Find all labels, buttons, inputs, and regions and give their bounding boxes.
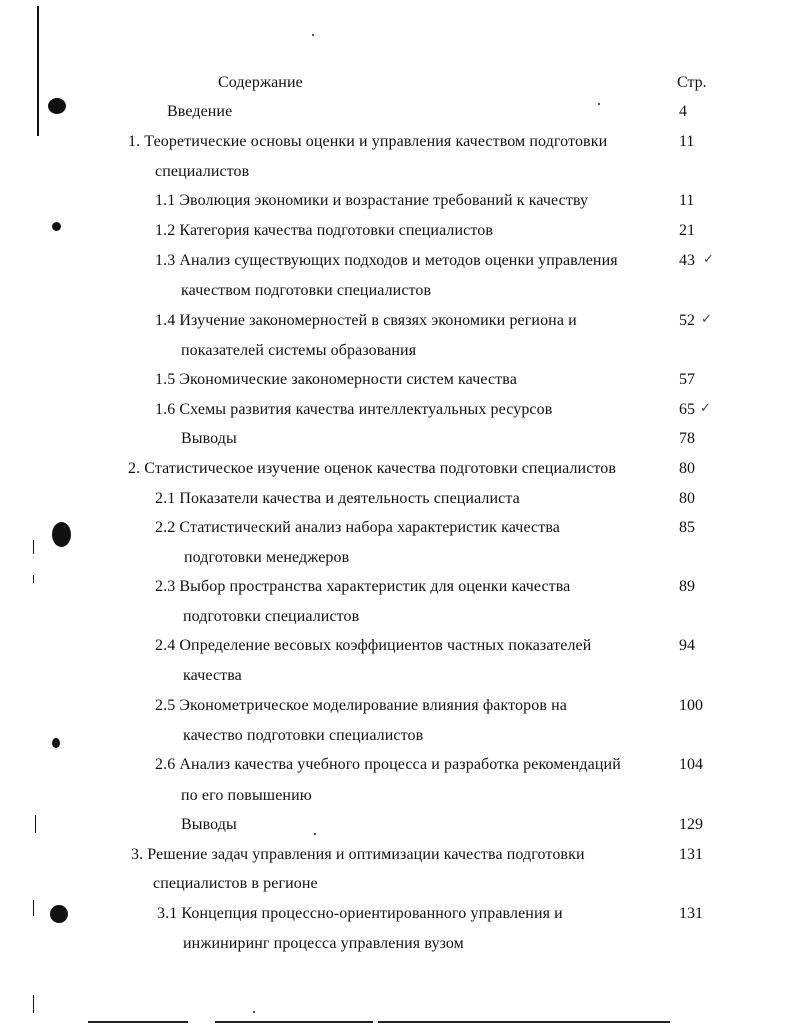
toc-conclusions-1: Выводы (181, 430, 237, 447)
toc-conclusions-2: Выводы (181, 816, 237, 833)
toc-chapter-1: 1. Теоретические основы оценки и управления качеством подготовки (128, 133, 608, 150)
toc-section-1-3-cont: качеством подготовки специалистов (181, 282, 432, 299)
toc-section-3-1: 3.1 Концепция процессно-ориентированного управления и (157, 905, 563, 922)
toc-page-number: 129 (679, 816, 703, 833)
toc-page-number: 80 (679, 490, 695, 507)
toc-section-2-1: 2.1 Показатели качества и деятельность специалиста (155, 490, 520, 507)
scan-margin-mark (33, 900, 34, 916)
handwritten-check-mark: ✓ (700, 401, 711, 416)
scan-bottom-edge (215, 1021, 373, 1023)
toc-page-number: 43 (679, 252, 695, 269)
toc-page-number: 100 (679, 697, 703, 714)
toc-section-2-5: 2.5 Эконометрическое моделирование влияния факторов на (155, 697, 567, 714)
toc-chapter-2: 2. Статистическое изучение оценок качества подготовки специалистов (128, 460, 617, 477)
punch-hole-mark (50, 905, 68, 923)
scan-margin-mark (33, 540, 34, 554)
scan-margin-mark (35, 815, 36, 833)
toc-entry-intro: Введение (167, 103, 233, 120)
toc-page-number: 80 (679, 460, 695, 477)
scan-margin-mark (33, 995, 34, 1013)
scan-margin-line (37, 6, 39, 136)
toc-section-1-4: 1.4 Изучение закономерностей в связях экономики региона и (155, 312, 577, 329)
toc-section-1-3: 1.3 Анализ существующих подходов и методов оценки управления (155, 252, 618, 269)
scan-bottom-edge (88, 1021, 188, 1023)
toc-chapter-3-cont: специалистов в регионе (153, 875, 318, 892)
toc-section-2-2-cont: подготовки менеджеров (184, 549, 350, 566)
toc-page-number: 57 (679, 371, 695, 388)
toc-section-2-6: 2.6 Анализ качества учебного процесса и разработка рекомендаций (155, 756, 621, 773)
page-column-header: Стр. (677, 74, 707, 91)
toc-section-3-1-cont: инжиниринг процесса управления вузом (183, 935, 464, 952)
handwritten-check-mark: ✓ (701, 312, 712, 327)
toc-chapter-3: 3. Решение задач управления и оптимизации качества подготовки (131, 846, 585, 863)
toc-page-number: 65 (679, 401, 695, 418)
toc-page-number: 85 (679, 519, 695, 536)
toc-section-1-1: 1.1 Эволюция экономики и возрастание требований к качеству (155, 192, 589, 209)
toc-section-2-4-cont: качества (183, 667, 242, 684)
scan-speck (314, 833, 316, 835)
toc-section-1-5: 1.5 Экономические закономерности систем качества (155, 371, 517, 388)
toc-section-2-3-cont: подготовки специалистов (183, 608, 360, 625)
toc-page-number: 89 (679, 578, 695, 595)
toc-page-number: 4 (679, 103, 687, 120)
toc-section-2-3: 2.3 Выбор пространства характеристик для оценки качества (155, 578, 571, 595)
toc-section-1-4-cont: показателей системы образования (181, 342, 417, 359)
punch-hole-mark (52, 522, 71, 547)
scan-speck (598, 103, 600, 105)
toc-section-2-4: 2.4 Определение весовых коэффициентов частных показателей (155, 637, 592, 654)
toc-page-number: 104 (679, 756, 703, 773)
toc-section-2-6-cont: по его повышению (181, 787, 312, 804)
toc-title: Содержание (218, 74, 303, 91)
toc-page-number: 11 (679, 133, 695, 150)
toc-section-1-2: 1.2 Категория качества подготовки специалистов (155, 222, 493, 239)
toc-section-2-5-cont: качество подготовки специалистов (183, 727, 424, 744)
punch-hole-mark (52, 738, 60, 748)
toc-section-1-6: 1.6 Схемы развития качества интеллектуальных ресурсов (155, 401, 553, 418)
punch-hole-mark (52, 222, 61, 231)
toc-page-number: 131 (679, 905, 703, 922)
scan-speck (312, 34, 314, 36)
scan-bottom-edge (378, 1021, 670, 1023)
toc-chapter-1-cont: специалистов (155, 163, 250, 180)
toc-page-number: 78 (679, 430, 695, 447)
handwritten-check-mark: ✓ (703, 252, 714, 267)
toc-page-number: 11 (679, 192, 695, 209)
scan-speck (253, 1011, 255, 1013)
punch-hole-mark (48, 98, 66, 114)
toc-page-number: 52 (679, 312, 695, 329)
toc-page-number: 94 (679, 637, 695, 654)
toc-page-number: 21 (679, 222, 695, 239)
toc-section-2-2: 2.2 Статистический анализ набора характеристик качества (155, 519, 560, 536)
scan-margin-mark (33, 575, 34, 583)
toc-page-number: 131 (679, 846, 703, 863)
